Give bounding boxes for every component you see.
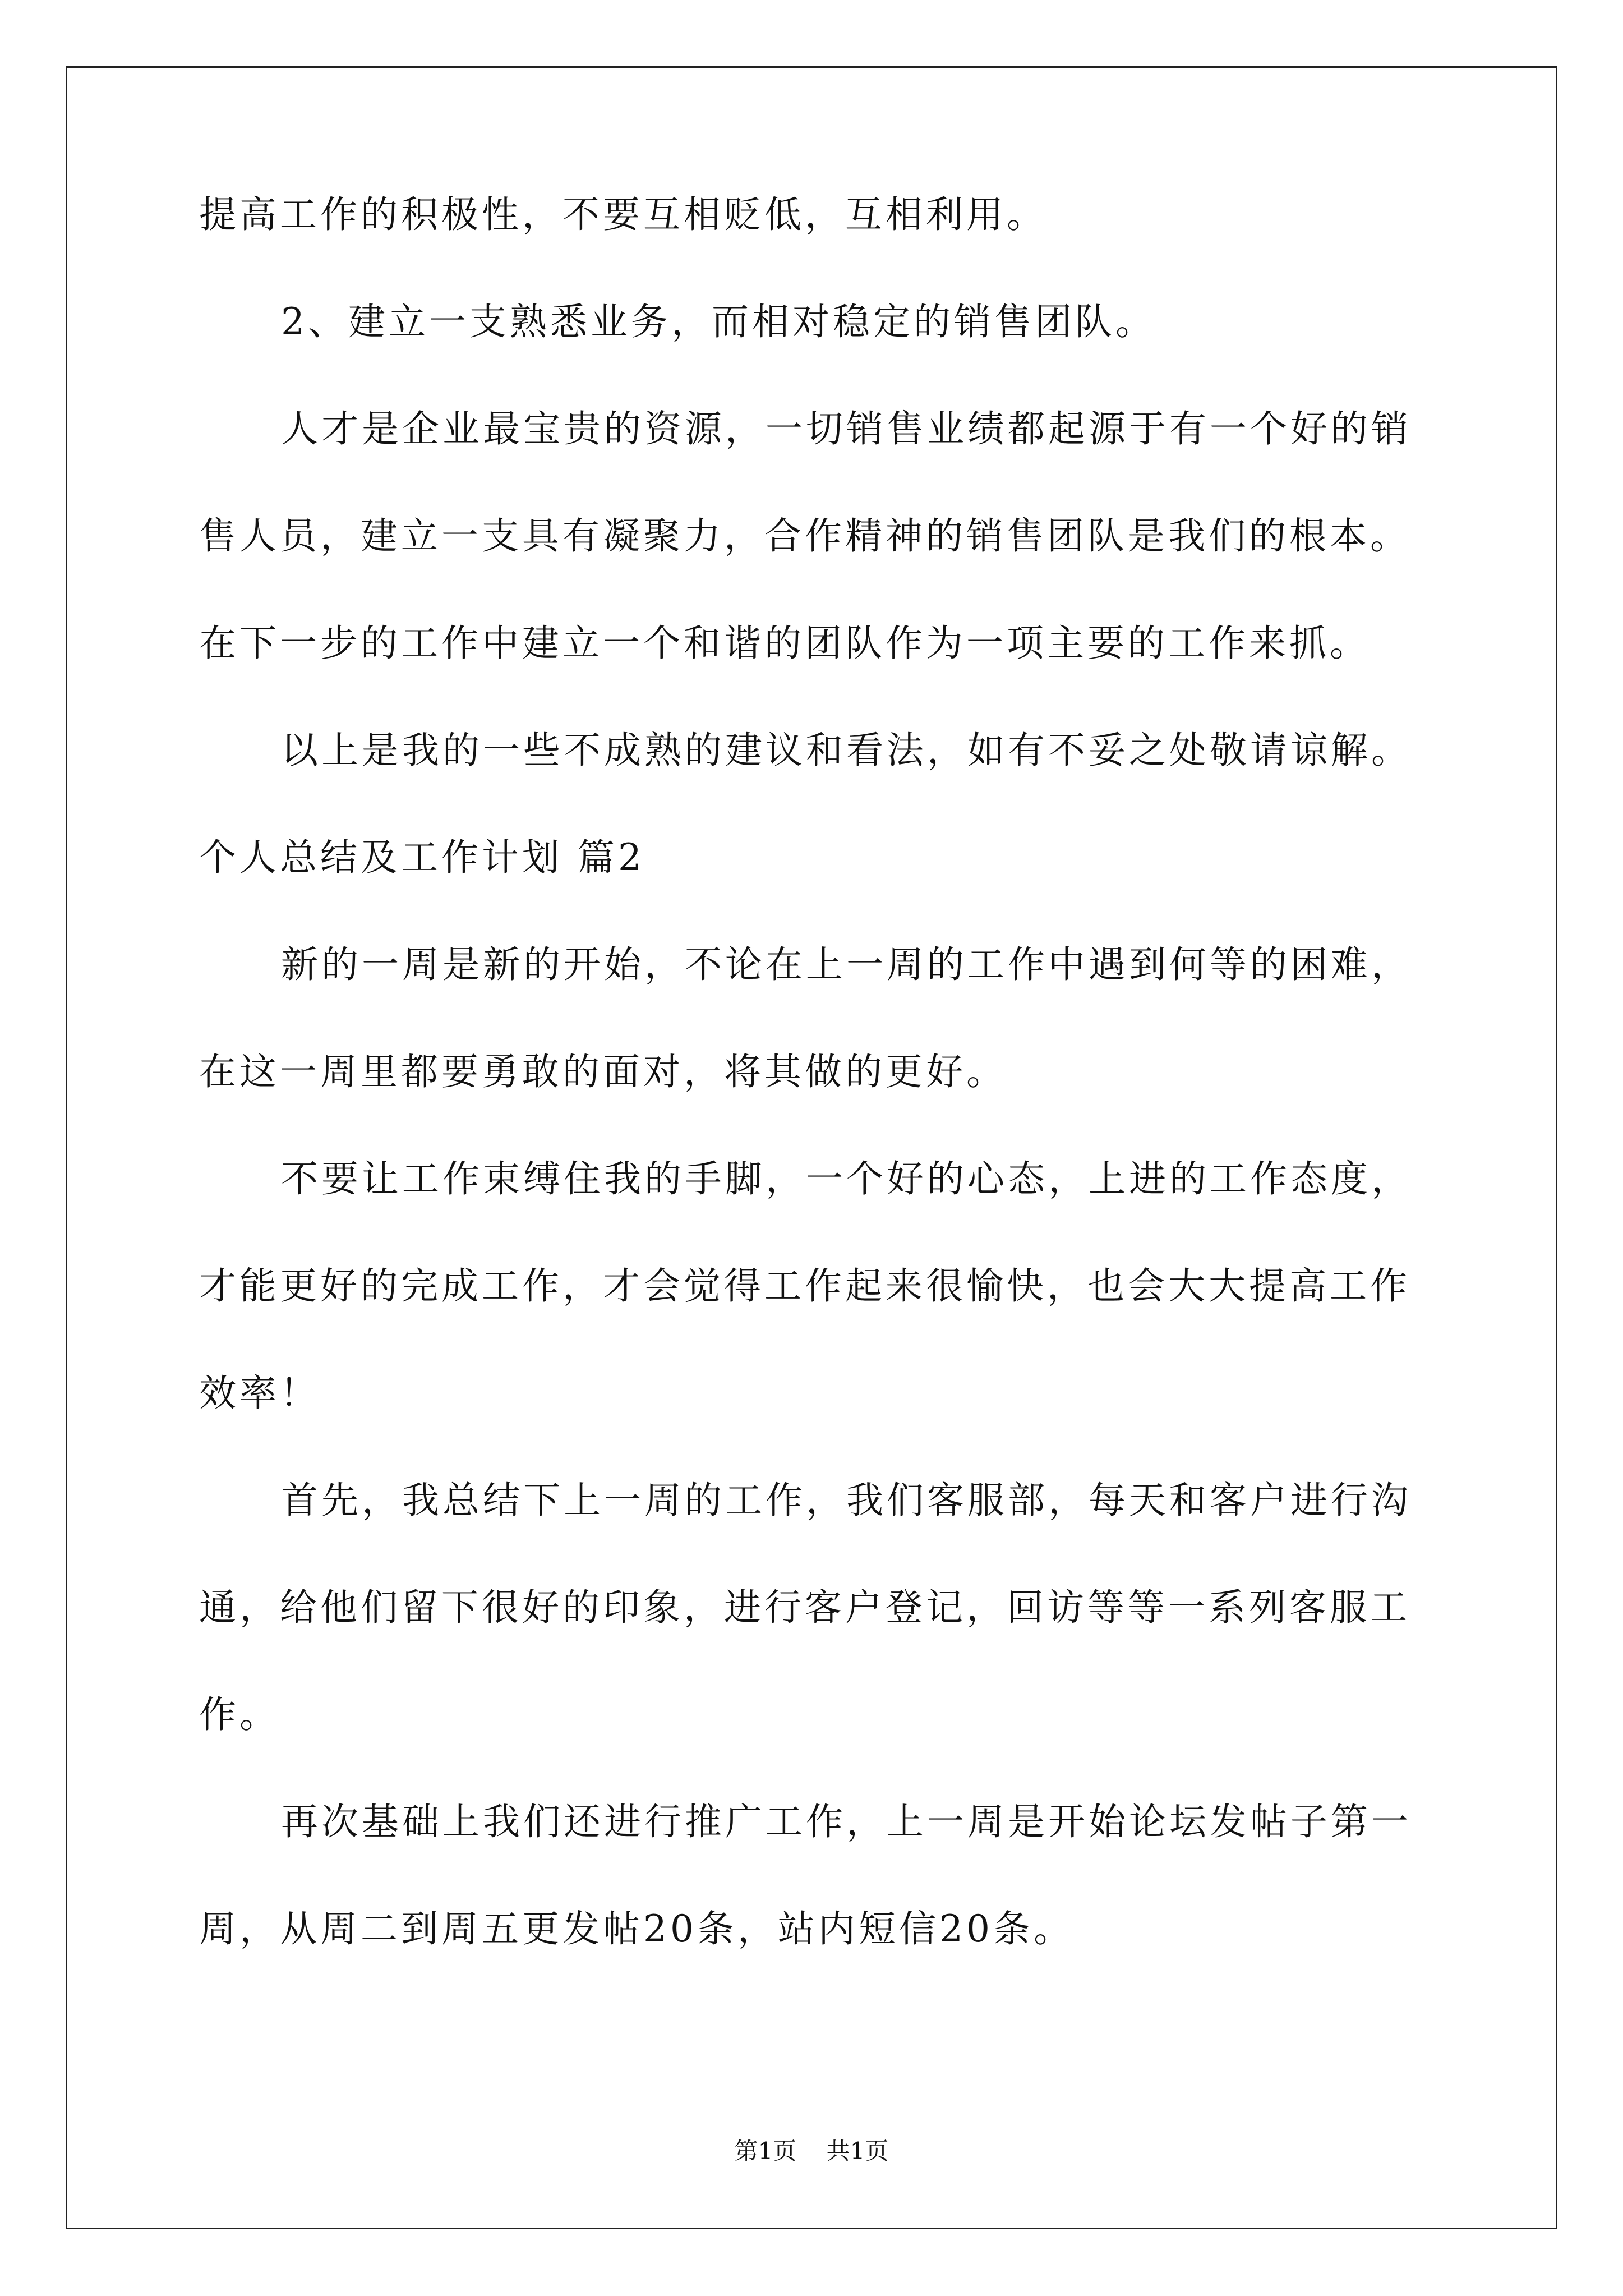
- text-line: 周，从周二到周五更发帖20条，站内短信20条。: [199, 1907, 1074, 1950]
- page-number-total: 共1页: [826, 2137, 889, 2165]
- text-line: 效率！: [199, 1372, 320, 1415]
- paragraph: [199, 188, 1430, 242]
- paragraph: [199, 1474, 1430, 1742]
- paragraph: [199, 402, 1430, 670]
- text-line: 人才是企业最宝贵的资源，一切销售业绩都起源于有一个好的销: [281, 407, 1412, 450]
- text-line: 提高工作的积极性，不要互相贬低，互相利用。: [199, 193, 1047, 236]
- text-line: 不要让工作束缚住我的手脚，一个好的心态，上进的工作态度，: [281, 1157, 1412, 1200]
- paragraph: [199, 295, 1430, 349]
- page-number-current: 第1页: [734, 2137, 797, 2165]
- text-line: 在下一步的工作中建立一个和谐的团队作为一项主要的工作来抓。: [199, 622, 1370, 665]
- heading-text: 个人总结及工作计划 篇2: [199, 836, 645, 879]
- text-line: 作。: [199, 1693, 280, 1736]
- paragraph: [199, 724, 1430, 777]
- paragraph: [199, 1152, 1430, 1420]
- paragraph: [199, 1795, 1430, 1956]
- text-line: 再次基础上我们还进行推广工作，上一周是开始论坛发帖子第一: [281, 1800, 1412, 1843]
- page-footer: [0, 2134, 1623, 2168]
- text-line: 售人员，建立一支具有凝聚力，合作精神的销售团队是我们的根本。: [199, 514, 1410, 558]
- text-line: 2、建立一支熟悉业务，而相对稳定的销售团队。: [281, 300, 1156, 343]
- paragraph: [199, 938, 1430, 1099]
- text-line: 在这一周里都要勇敢的面对，将其做的更好。: [199, 1050, 1007, 1093]
- text-line: 新的一周是新的开始，不论在上一周的工作中遇到何等的困难，: [281, 943, 1412, 986]
- text-line: 以上是我的一些不成熟的建议和看法，如有不妥之处敬请谅解。: [281, 729, 1412, 772]
- section-heading: [199, 831, 1430, 885]
- text-line: 通，给他们留下很好的印象，进行客户登记，回访等等一系列客服工: [199, 1586, 1410, 1629]
- text-line: 才能更好的完成工作，才会觉得工作起来很愉快，也会大大提高工作: [199, 1264, 1410, 1308]
- document-body: [199, 188, 1430, 1956]
- text-line: 首先，我总结下上一周的工作，我们客服部，每天和客户进行沟: [281, 1479, 1412, 1522]
